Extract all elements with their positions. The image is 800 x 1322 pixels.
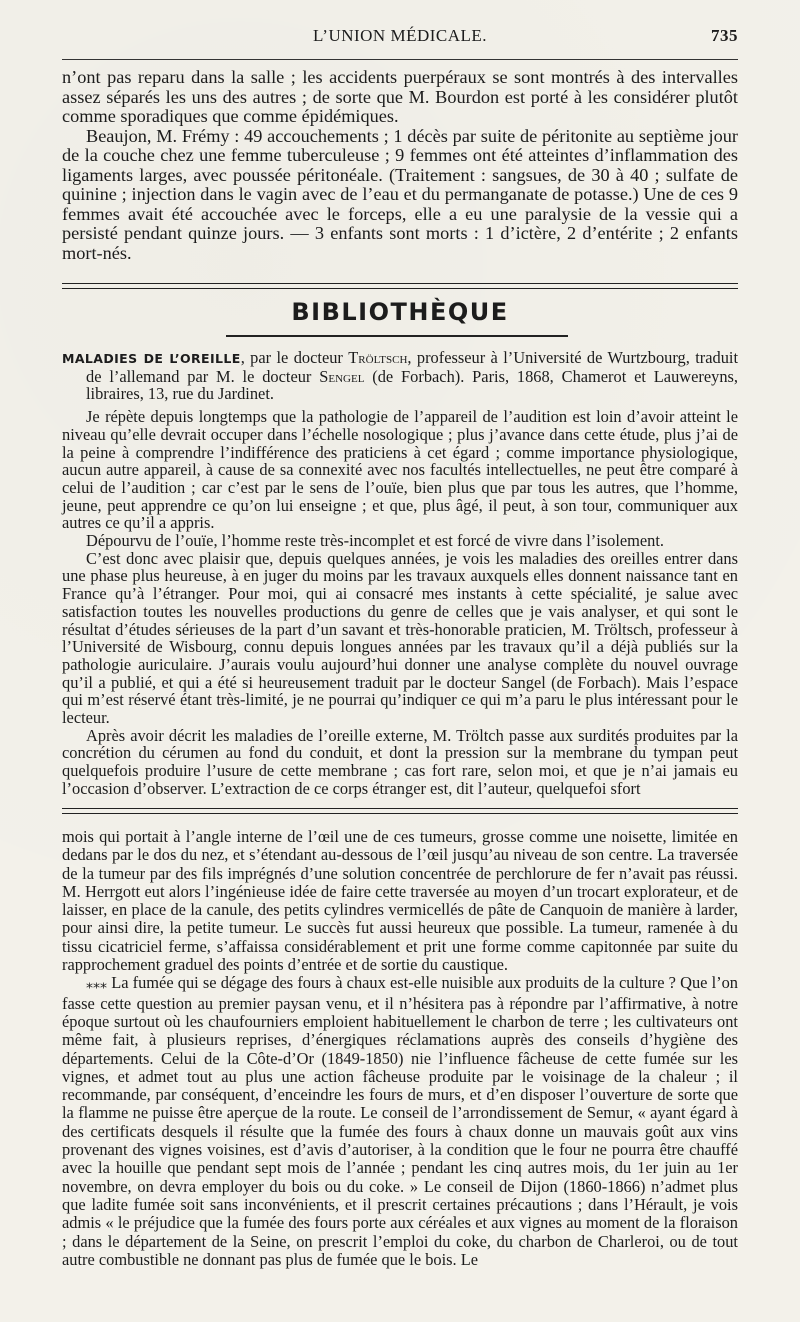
top-paragraph-1: n’ont pas reparu dans la salle ; les accidents puerpéraux se sont montrés à des intervalles assez séparés les uns des autres ; de sorte que M. Bourdon est porté à les considérer plutôt comme sporadiques que comme épidémiques. [62,67,738,126]
lower-divider [62,808,738,814]
book-intro-1: , par le docteur [240,348,343,367]
review-paragraph-1: Je répète depuis longtemps que la pathologie de l’appareil de l’audition est loin d’avoir atteint le niveau qu’elle devrait occuper dans l’échelle nosologique ; plus j’avance dans cette étude, plus j’ai de la peine à comprendre l’indifférence des praticiens à cet égard ; comme importance physiologique, aucun autre appareil, à cause de sa connexité avec nos facultés intellectuelles, ne peut être comparé à celui de l’audition ; car c’est par le sens de l’ouïe, bien plus que par tous les autres, que l’homme, jeune, peut apprendre ce qu’on lui enseigne ; et que, plus âgé, il peut, à son tour, communiquer aux autres ce qu’il a appris. [62,407,738,533]
book-intro-3: (de Forbach). Paris, 1868, Chamerot et Lauwereyns, libraires, 13, rue du Jardinet. [86,366,738,404]
translator-name: Sengel [319,366,365,386]
heading-underline [226,335,568,337]
book-title: MALADIES DE L’OREILLE [62,351,241,366]
section-divider [62,283,738,289]
review-paragraph-4: Après avoir décrit les maladies de l’oreille externe, M. Tröltch passe aux surdités produites par la concrétion du cérumen au fond du conduit, et dont la pression sur la membrane du tympan peut quelquefois produire l’usure de cette membrane ; cas fort rare, selon moi, et que je n’ai jamais eu l’occasion d’observer. L’extraction de ce corps étranger est, dit l’auteur, quelquefoi sfort [62,725,738,798]
book-intro-2: , professeur à l’Université de Wurtzbourg, traduit de l’allemand par M. le docteur [86,348,738,386]
book-review [62,349,738,798]
running-header [62,26,738,50]
note-marker: ⁎⁎⁎ [86,977,107,993]
top-paragraph-2: Beaujon, M. Frémy : 49 accouchements ; 1 décès par suite de péritonite au septième jour de la couche chez une femme tuberculeuse ; 9 femmes ont été atteintes d’inflammation des ligaments larges, avec poussée péritonéale. (Traitement : sangsues, de 30 à 40 ; sulfate de quinine ; injection dans le vagin avec de l’eau et du permanganate de potasse.) Une de ces 9 femmes avait été accouchée avec le forceps, elle a eu une paralysie de la vessie qui a persisté pendant quinze jours. — 3 enfants sont morts : 1 d’ictère, 2 d’entérite ; 2 enfants mort-nés. [62,125,738,263]
section-heading: BIBLIOTHÈQUE [291,298,509,326]
top-section [62,68,738,263]
author-name: Tröltsch [348,348,408,367]
lower-paragraph-2-text: La fumée qui se dégage des fours à chaux est-elle nuisible aux produits de la culture ? Que l’on fasse cette question au premier paysan venu, et il n’hésitera pas à répondre par l’affirmative, à notre époque surtout où les chaufourniers emploient habituellement le charbon de terre ; les cultivateurs ont même fait, à plusieurs reprises, d’énergiques réclamations auprès des conseils d’hygiène des départements. Celui de la Côte-d’Or (1849-1850) nie l’influence fâcheuse de cette fumée sur les vignes, et admet tout au plus une action fâcheuse produite par le voisinage de la chaleur ; il recommande, par conséquent, d’enceindre les fours de murs, et d’en disposer l’ouverture de sorte que la flamme ne puisse être aperçue de la route. Le conseil de l’arrondissement de Semur, « ayant égard à des certificats desquels il résulte que la fumée des fours à chaux donne un mauvais goût aux vins provenant des vignes voisines, est d’avis d’autoriser, à la condition que le four ne pourra être chauffé avec la houille que pendant sept mois de l’année ; pendant les cinq autres mois, du 1er juin au 1er novembre, on devra employer du bois ou du coke. » Le conseil de Dijon (1860-1866) n’admet plus que ladite fumée soit sans inconvénients, et il prescrit certaines précautions ; dans l’Hérault, je vois admis « le préjudice que la fumée des fours porte aux céréales et aux vignes au moment de la floraison ; dans le département de la Seine, on prescrit l’emploi du coke, du charbon de Charleroi, ou de tout autre combustible ne donnant pas plus de fumée que le bois. Le [62,973,738,1269]
review-paragraph-3: C’est donc avec plaisir que, depuis quelques années, je vois les maladies des oreilles entrer dans une phase plus heureuse, à en juger du moins par les travaux auxquels elles donnent naissance tant en France qu’à l’étranger. Pour moi, qui ai consacré mes instants à cette spécialité, je salue avec satisfaction toutes les nouvelles productions du genre de celles que je vais analyser, et qui sont le résultat d’études sérieuses de la part d’un savant et très-honorable praticien, M. Tröltsch, professeur à l’Université de Wisbourg, connu depuis longues années par les travaux qu’il a déjà publiés sur la pathologie auriculaire. J’aurais voulu aujourd’hui donner une analyse complète du nouvel ouvrage qu’il a publié, et qui a été si heureusement traduit par le docteur Sangel (de Forbach). Mais l’espace qui m’est réservé étant très-limité, je ne pourrai qu’indiquer ce qui m’a paru le plus intéressant pour le lecteur. [62,548,738,728]
lower-paragraph-1: mois qui portait à l’angle interne de l’œil une de ces tumeurs, grosse comme une noisette, limitée en dedans par le dos du nez, et s’étendant au-dessous de l’œil jusqu’au niveau de son centre. La traversée de la tumeur par des fils imprégnés d’une solution concentrée de perchlorure de fer n’avait pas réussi. M. Herrgott eut alors l’ingénieuse idée de faire cette traversée au moyen d’un trocart explorateur, et de laisser, en place de la canule, des petits cylindres vermicellés de pâte de Canquoin de manière à larder, pour ainsi dire, la petite tumeur. Le succès fut aussi heureux que possible. La tumeur, ramenée à du tissu cicatriciel ferme, s’affaissa considérablement et prit une forme comme capitonnée par suite du rapprochement graduel des points d’entrée et de sortie du caustique. [62,827,738,975]
running-title: L’UNION MÉDICALE. [312,26,488,45]
header-rule [62,59,738,60]
review-paragraph-2: Dépourvu de l’ouïe, l’homme reste très-incomplet et est forcé de vivre dans l’isolement. [86,531,665,551]
lower-section [62,828,738,1269]
page-number: 735 [711,26,738,45]
book-entry [62,349,738,403]
lower-paragraph-2 [62,974,738,1269]
